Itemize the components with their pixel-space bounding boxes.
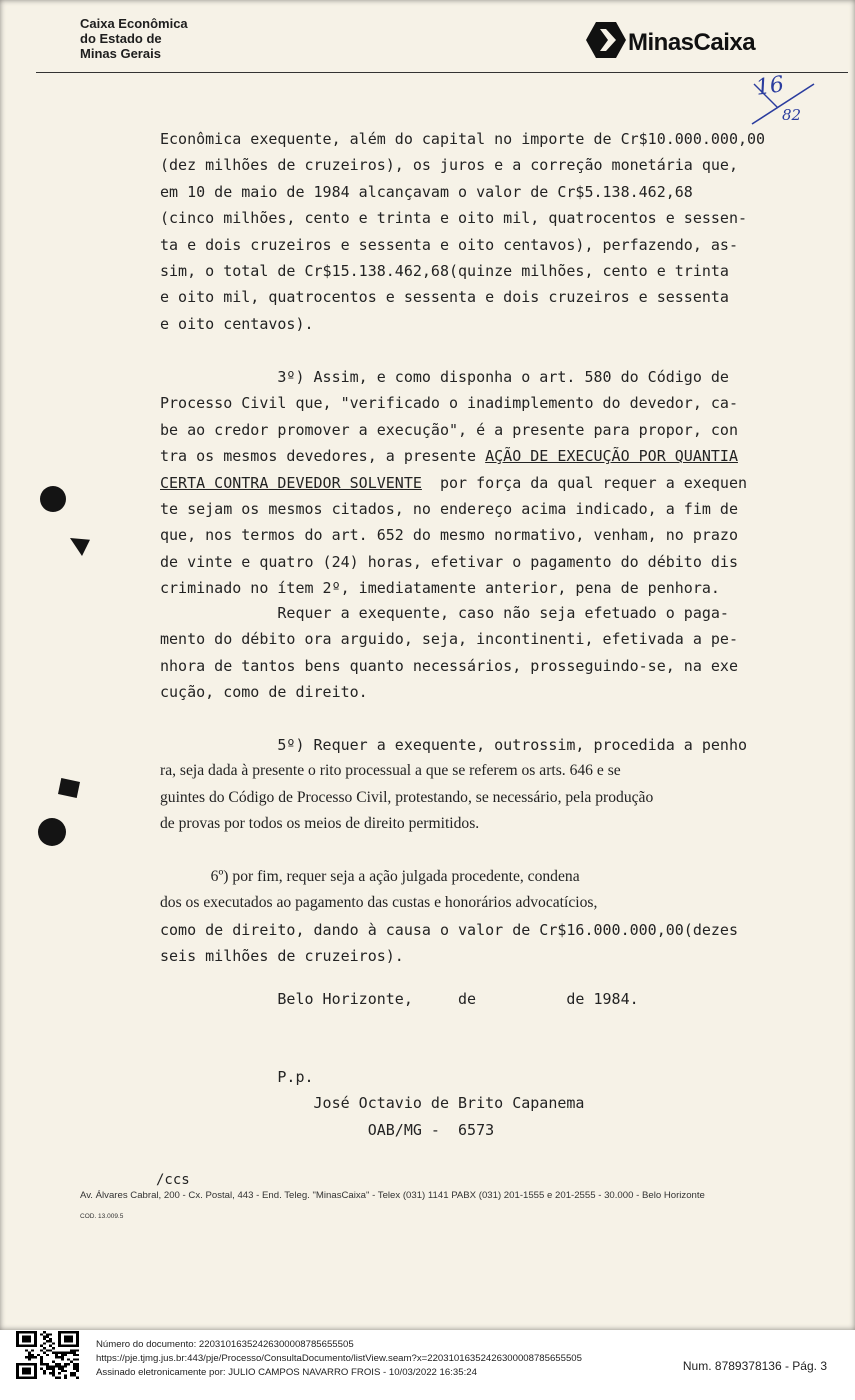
punch-hole <box>40 486 66 512</box>
folio-stamp <box>748 74 818 132</box>
text-line: (dez milhões de cruzeiros), os juros e a correção monetária que, <box>160 156 738 175</box>
folio-number: 16 <box>754 72 786 101</box>
text-line: (cinco milhões, cento e trinta e oito mil, quatrocentos e sessen- <box>160 209 747 228</box>
text-line: ta e dois cruzeiros e sessenta e oito centavos), perfazendo, as- <box>160 235 738 254</box>
text-line: Requer a exequente, caso não seja efetuado o paga- <box>160 604 729 622</box>
text-line: e oito mil, quatrocentos e sessenta e dois cruzeiros e sessenta <box>160 288 729 307</box>
text-line: be ao credor promover a execução", é a presente para propor, con <box>160 420 738 439</box>
signed-by: Assinado eletronicamente por: JULIO CAMPOS NAVARRO FROIS - 10/03/2022 16:35:24 <box>96 1367 477 1378</box>
paragraph-item-6 <box>160 864 810 970</box>
text-line: de provas por todos os meios de direito permitidos. <box>160 815 480 833</box>
paragraph-item-3 <box>160 364 810 602</box>
text-line: que, nos termos do art. 652 do mesmo normativo, venham, no prazo <box>160 526 738 545</box>
paragraph-item-5 <box>160 732 810 838</box>
text-line: dos os executados ao pagamento das custas e honorários advocatícios, <box>160 894 598 912</box>
attorney-oab: OAB/MG - 6573 <box>160 1120 495 1139</box>
footer-address: Av. Álvares Cabral, 200 - Cx. Postal, 443 - End. Teleg. "MinasCaixa" - Telex (031) 1141 PABX (031) 201-1555 e 201-2555 - 30.000 - Belo Horizonte <box>80 1190 705 1201</box>
text-line <box>160 443 810 469</box>
action-title-part-2: CERTA CONTRA DEVEDOR SOLVENTE <box>160 473 422 492</box>
document-url[interactable]: https://pje.tjmg.jus.br:443/pje/Processo/ConsultaDocumento/listView.seam?x=22031016352426300008785655505 <box>96 1353 582 1364</box>
text-line: 6º) por fim, requer seja a ação julgada procedente, condena <box>160 868 580 885</box>
footer-code: COD. 13.009.5 <box>80 1213 124 1220</box>
page-number: Num. 8789378136 - Pág. 3 <box>682 1359 827 1373</box>
text-line: seis milhões de cruzeiros). <box>160 947 404 966</box>
text-line: Processo Civil que, "verificado o inadimplemento do devedor, ca- <box>160 394 738 413</box>
qr-code-icon <box>16 1331 79 1379</box>
punch-hole <box>38 818 66 846</box>
text-line: em 10 de maio de 1984 alcançavam o valor de Cr$5.138.462,68 <box>160 182 693 201</box>
electronic-signature-info <box>96 1338 582 1380</box>
org-name-line-2: do Estado de <box>80 31 162 46</box>
punch-hole <box>58 778 80 798</box>
action-title-part-1: AÇÃO DE EXECUÇÃO POR QUANTIA <box>485 447 738 466</box>
text-line: e oito centavos). <box>160 314 314 333</box>
document-number: Número do documento: 22031016352426300008785655505 <box>96 1339 354 1350</box>
logo-text: MinasCaixa <box>628 29 756 56</box>
text-line: Belo Horizonte, de de 1984. <box>160 990 639 1008</box>
text-line: ra, seja dada à presente o rito processual a que se referem os arts. 646 e se <box>160 762 621 780</box>
text-segment: por força da qual requer a exequen <box>421 473 748 492</box>
text-line: mento do débito ora arguido, seja, incontinenti, efetivada a pe- <box>160 630 738 649</box>
text-segment: tra os mesmos devedores, a presente <box>160 447 486 466</box>
text-line: Econômica exequente, além do capital no importe de Cr$10.000.000,00 <box>160 130 766 148</box>
text-line <box>160 470 810 496</box>
minascaixa-logo <box>586 20 806 60</box>
per-procuration: P.p. <box>160 1068 314 1086</box>
text-line: de vinte e quatro (24) horas, efetivar o pagamento do débito dis <box>160 552 738 571</box>
text-line: te sejam os mesmos citados, no endereço acima indicado, a fim de <box>160 500 738 519</box>
organization-name <box>80 16 230 61</box>
text-line: como de direito, dando à causa o valor de Cr$16.000.000,00(dezes <box>160 920 738 939</box>
folio-sub-number: 82 <box>782 106 802 124</box>
header-divider <box>36 72 848 73</box>
org-name-line-3: Minas Gerais <box>80 46 161 61</box>
date-line <box>160 986 810 1012</box>
text-line: 3º) Assim, e como disponha o art. 580 do Código de <box>160 368 729 386</box>
text-line: 5º) Requer a exequente, outrossim, procedida a penho <box>160 736 747 754</box>
org-name-line-1: Caixa Econômica <box>80 16 188 31</box>
text-line: criminado no ítem 2º, imediatamente anterior, pena de penhora. <box>160 579 720 598</box>
typist-initials: /ccs <box>156 1172 190 1188</box>
logo-mark-icon <box>586 22 626 58</box>
text-line: cução, como de direito. <box>160 683 368 702</box>
paragraph-item-4 <box>160 600 810 706</box>
text-line: sim, o total de Cr$15.138.462,68(quinze milhões, cento e trinta <box>160 262 729 281</box>
punch-hole <box>70 538 90 556</box>
text-line: guintes do Código de Processo Civil, protestando, se necessário, pela produção <box>160 788 654 806</box>
signature-block <box>160 1064 810 1143</box>
paragraph-continuation <box>160 126 810 337</box>
attorney-name: José Octavio de Brito Capanema <box>160 1094 585 1113</box>
text-line: nhora de tantos bens quanto necessários, prosseguindo-se, na exe <box>160 656 738 675</box>
